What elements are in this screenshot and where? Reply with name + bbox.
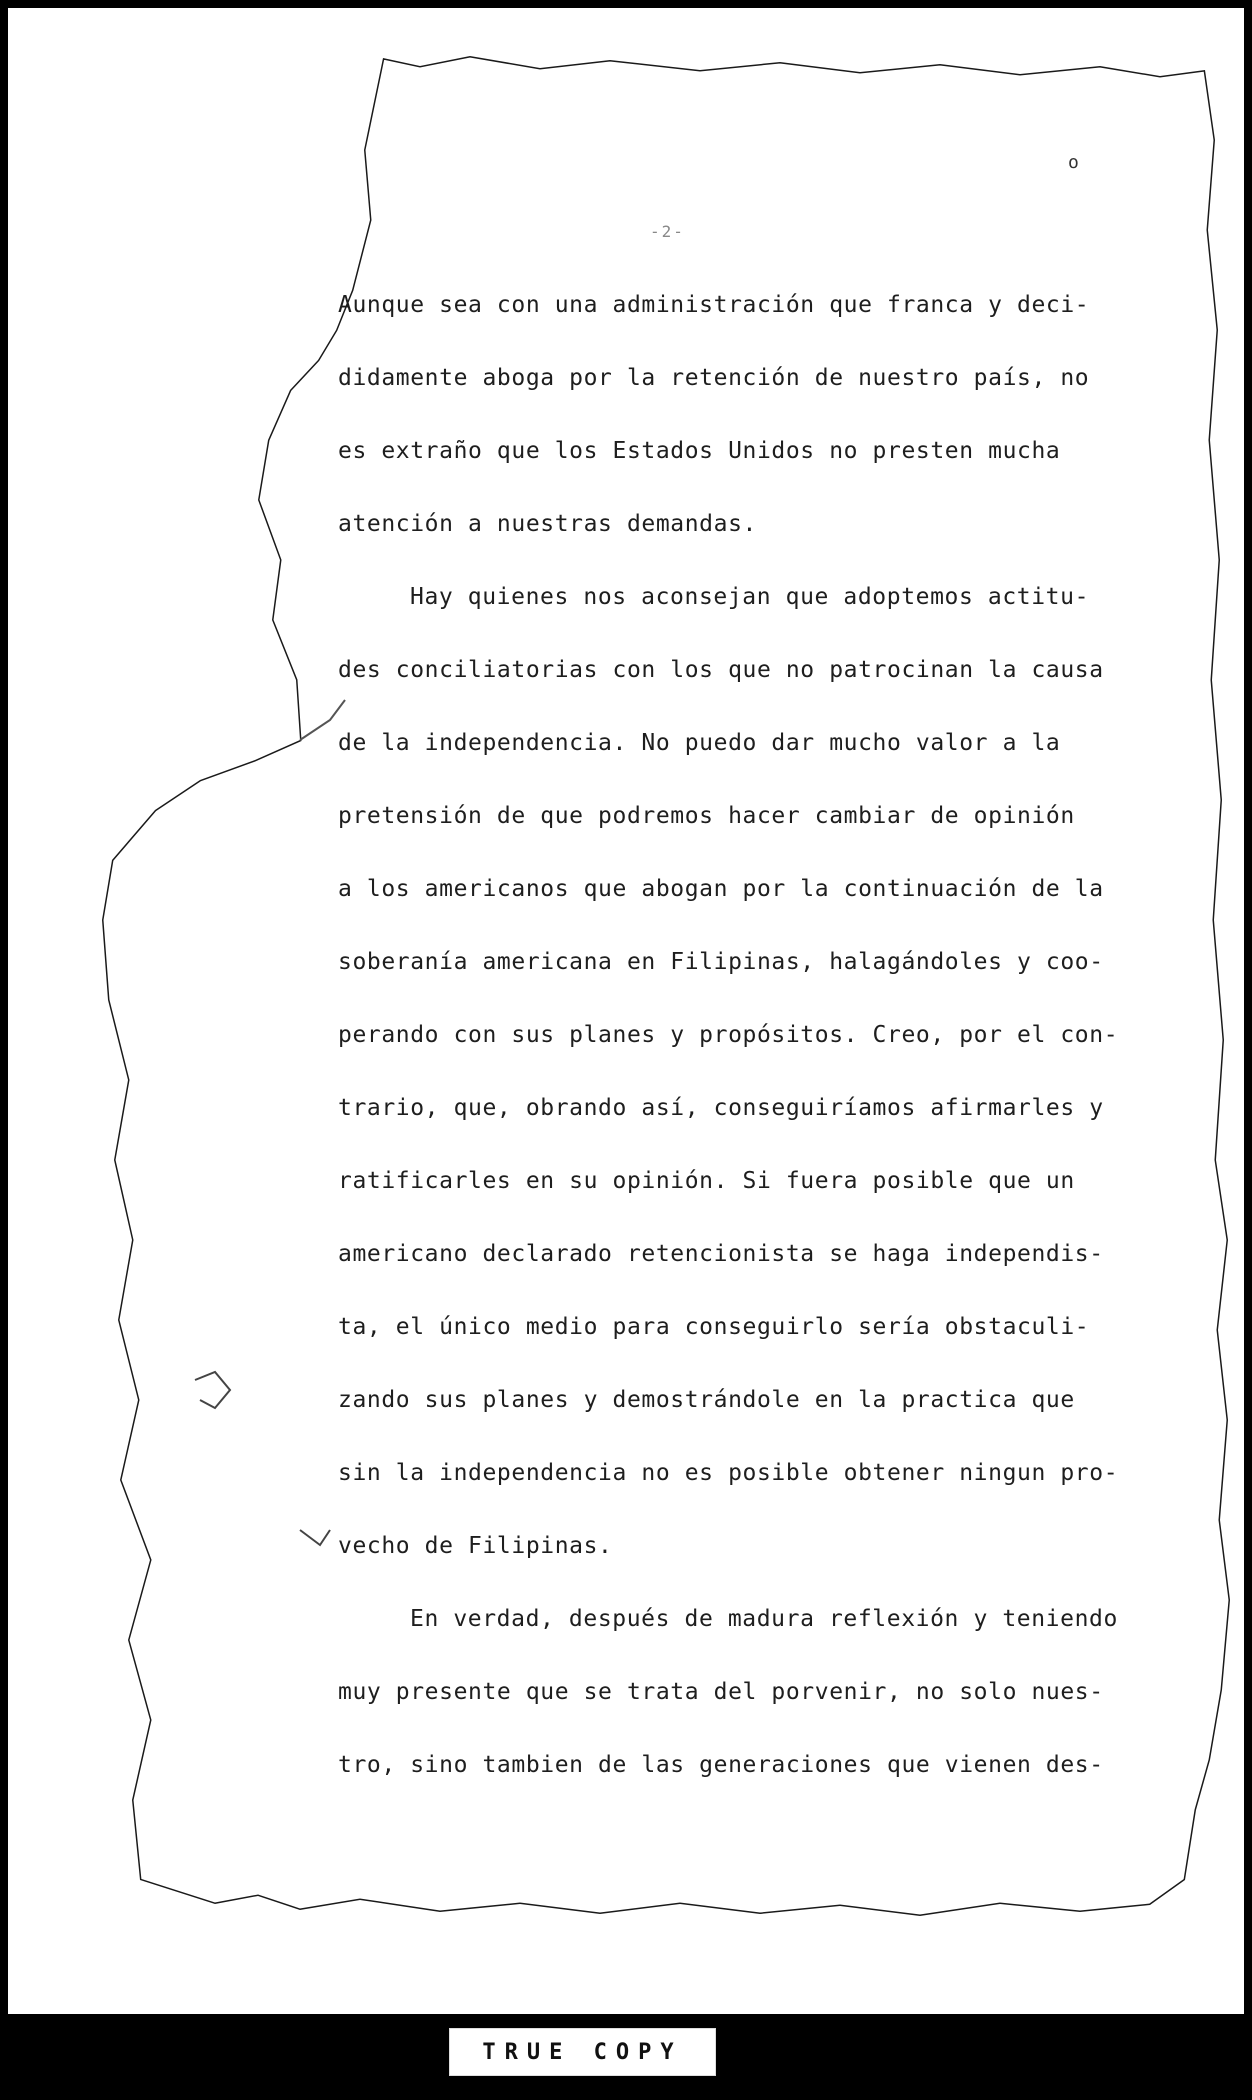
text-line: atención a nuestras demandas. xyxy=(338,511,757,537)
text-line: trario, que, obrando así, conseguiríamos afirmarles y xyxy=(338,1095,1104,1121)
text-line: sin la independencia no es posible obtener ningun pro- xyxy=(338,1460,1119,1486)
text-line: de la independencia. No puedo dar mucho valor a la xyxy=(338,730,1061,756)
text-line: perando con sus planes y propósitos. Creo, por el con- xyxy=(338,1022,1119,1048)
text-line: muy presente que se trata del porvenir, no solo nues- xyxy=(338,1679,1104,1705)
corner-mark: o xyxy=(1068,152,1079,173)
text-line: vecho de Filipinas. xyxy=(338,1533,613,1559)
text-line: didamente aboga por la retención de nuestro país, no xyxy=(338,365,1090,391)
text-line: americano declarado retencionista se haga independis- xyxy=(338,1241,1104,1267)
page-number-marker: -2- xyxy=(650,222,685,241)
text-line: es extraño que los Estados Unidos no presten mucha xyxy=(338,438,1061,464)
text-line: Hay quienes nos aconsejan que adoptemos actitu- xyxy=(410,584,1090,610)
text-line: pretensión de que podremos hacer cambiar de opinión xyxy=(338,803,1075,829)
text-line: ta, el único medio para conseguirlo sería obstaculi- xyxy=(338,1314,1090,1340)
text-line: ratificarles en su opinión. Si fuera posible que un xyxy=(338,1168,1075,1194)
text-line: a los americanos que abogan por la continuación de la xyxy=(338,876,1104,902)
text-line: Aunque sea con una administración que franca y deci- xyxy=(338,292,1090,318)
typewritten-text xyxy=(338,288,1118,1821)
text-line: soberanía americana en Filipinas, halagándoles y coo- xyxy=(338,949,1104,975)
true-copy-stamp: TRUE COPY xyxy=(449,2028,716,2076)
text-line: tro, sino tambien de las generaciones que vienen des- xyxy=(338,1752,1104,1778)
text-line: des conciliatorias con los que no patrocinan la causa xyxy=(338,657,1104,683)
text-line: En verdad, después de madura reflexión y teniendo xyxy=(410,1606,1118,1632)
text-line: zando sus planes y demostrándole en la practica que xyxy=(338,1387,1075,1413)
